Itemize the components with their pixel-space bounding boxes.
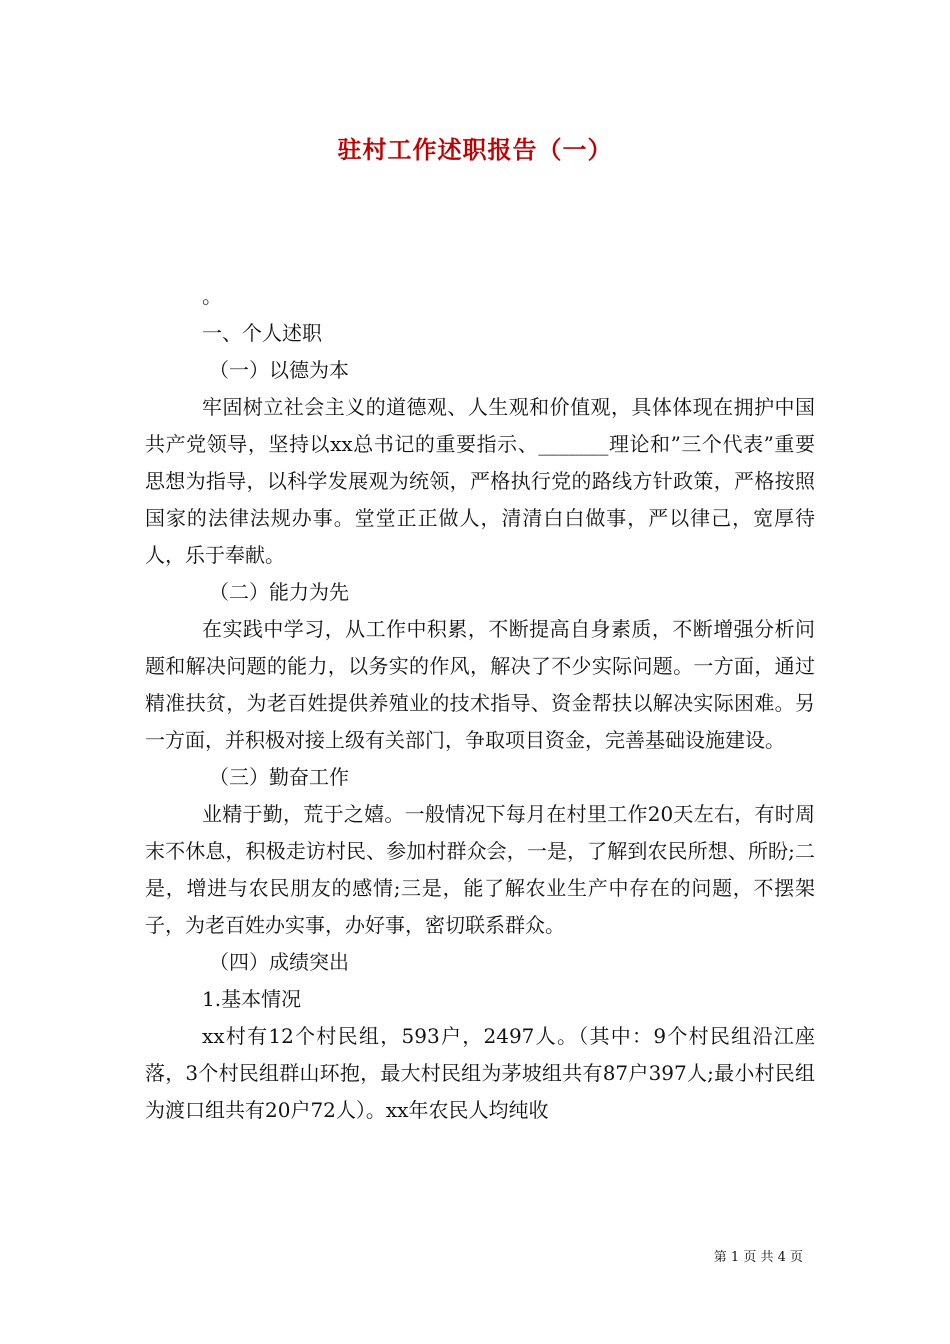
- heading-basic-info: 1.基本情况: [202, 987, 302, 1011]
- heading-morality: （一）以德为本: [209, 358, 349, 382]
- heading-ability: （二）能力为先: [209, 580, 349, 604]
- document-title: 驻村工作述职报告（一）: [337, 135, 613, 164]
- heading-personal-report: 一、个人述职: [202, 321, 322, 345]
- paragraph-basic-info: xx村有12个村民组，593户，2497人。（其中：9个村民组沿江座落，3个村民组群山环抱，最大村民组为茅坡组共有87户397人;最小村民组为渡口组共有20户72人）。xx年农民人均纯收: [145, 1024, 815, 1122]
- paragraph-diligence: 业精于勤，荒于之嬉。一般情况下每月在村里工作20天左右，有时周末不休息，积极走访村民、参加村群众会，一是，了解到农民所想、所盼;二是，增进与农民朋友的感情;三是，能了解农业生产中存在的问题，不摆架子，为老百姓办实事，办好事，密切联系群众。: [145, 802, 815, 937]
- page-number: 第 1 页 共 4 页: [713, 1250, 803, 1265]
- heading-achievements: （四）成绩突出: [209, 950, 349, 974]
- heading-diligence: （三）勤奋工作: [209, 765, 349, 789]
- document-body: [145, 278, 815, 1129]
- paragraph-ability: 在实践中学习，从工作中积累，不断提高自身素质，不断增强分析问题和解决问题的能力，以务实的作风，解决了不少实际问题。一方面，通过精准扶贫，为老百姓提供养殖业的技术指导、资金帮扶以解决实际困难。另一方面，并积极对接上级有关部门，争取项目资金，完善基础设施建设。: [145, 617, 815, 752]
- paragraph-morality: 牢固树立社会主义的道德观、人生观和价值观，具体体现在拥护中国共产党领导，坚持以xx总书记的重要指示、_______理论和”三个代表”重要思想为指导，以科学发展观为统领，严格执行党的路线方针政策，严格按照国家的法律法规办事。堂堂正正做人，清清白白做事，严以律己，宽厚待人，乐于奉献。: [145, 395, 815, 567]
- paragraph-period: 。: [202, 284, 222, 308]
